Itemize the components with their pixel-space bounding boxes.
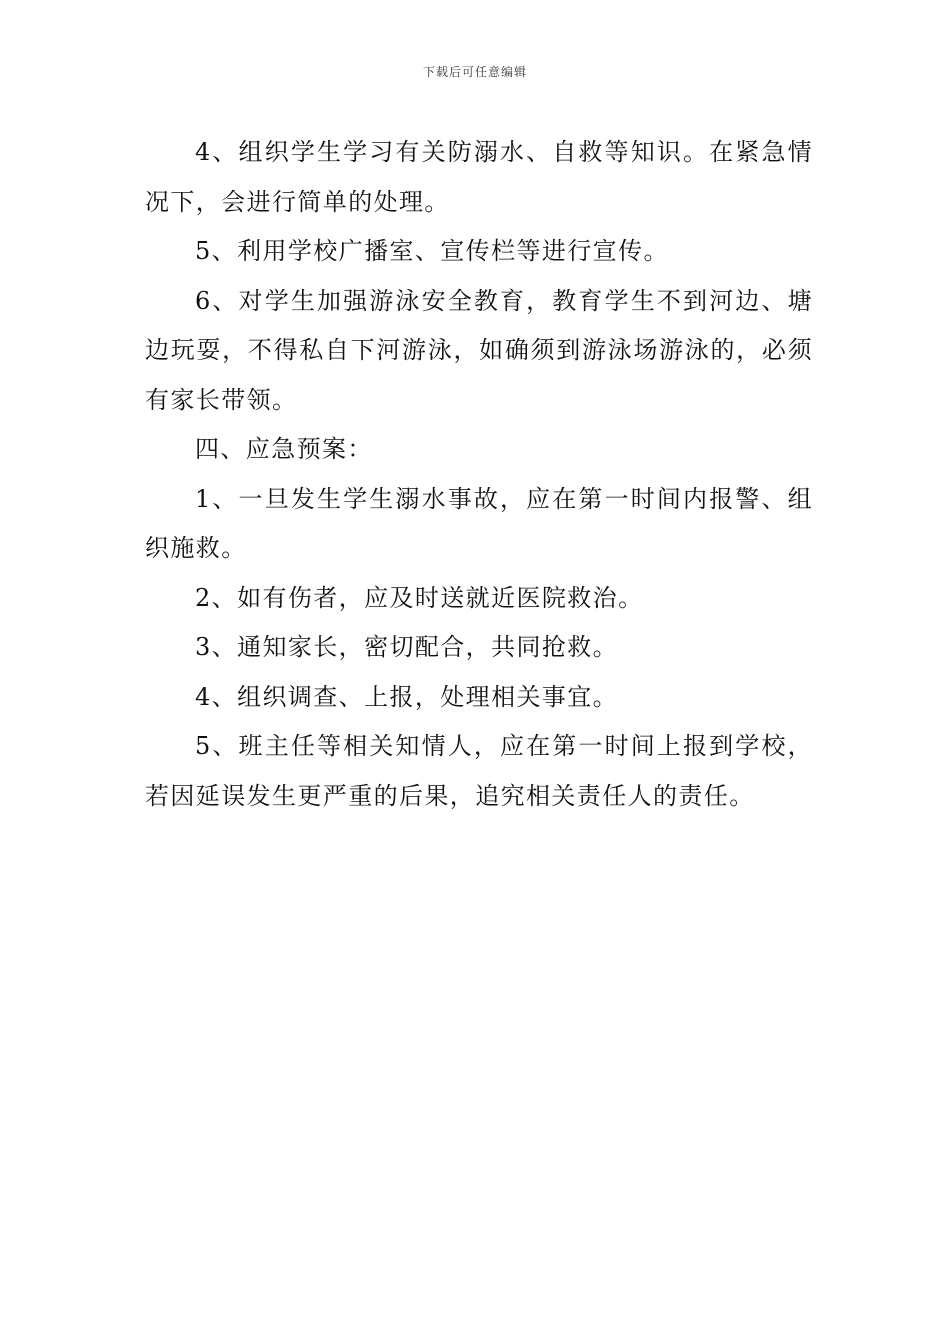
page-header: 下载后可任意编辑 xyxy=(422,65,527,79)
paragraph-item-5-report: 5、班主任等相关知情人，应在第一时间上报到学校，若因延误发生更严重的后果，追究相关责任人的责任。 xyxy=(145,732,813,810)
paragraph-item-4-knowledge: 4、组织学生学习有关防溺水、自救等知识。在紧急情况下，会进行简单的处理。 xyxy=(145,138,813,216)
paragraph-item-5-broadcast: 5、利用学校广播室、宣传栏等进行宣传。 xyxy=(195,237,669,265)
paragraph-item-6-swim-safety: 6、对学生加强游泳安全教育，教育学生不到河边、塘边玩耍，不得私自下河游泳，如确须到游泳场游泳的，必须有家长带领。 xyxy=(145,286,813,414)
paragraph-item-4-investigate: 4、组织调查、上报，处理相关事宜。 xyxy=(195,682,619,711)
paragraph-item-3-notify-parents: 3、通知家长，密切配合，共同抢救。 xyxy=(195,633,619,661)
paragraph-item-2-hospital: 2、如有伤者，应及时送就近医院救治。 xyxy=(195,583,644,612)
document-body xyxy=(145,128,813,821)
paragraph-item-1-rescue: 1、一旦发生学生溺水事故，应在第一时间内报警、组织施救。 xyxy=(145,484,813,562)
section-heading-emergency-plan: 四、应急预案： xyxy=(195,435,373,463)
